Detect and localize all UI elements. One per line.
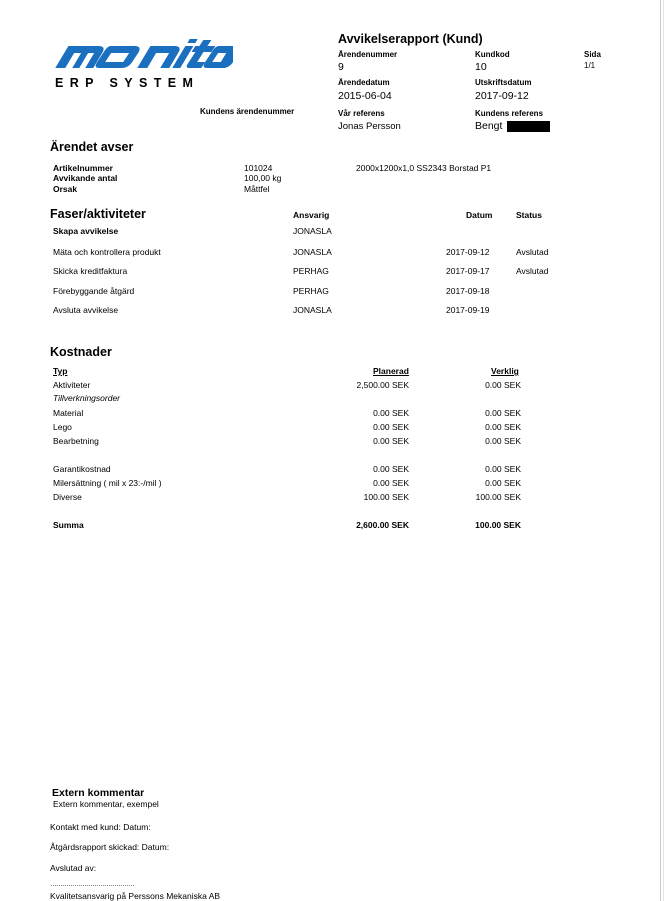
report-title: Avvikelserapport (Kund) <box>338 32 483 46</box>
cost-sum-planned: 2,600.00 SEK <box>356 520 409 530</box>
print-date-value: 2017-09-12 <box>475 90 529 102</box>
article-value: 101024 <box>244 163 273 173</box>
cost-type: Aktiviteter <box>53 380 91 390</box>
phase-responsible: JONASLA <box>293 226 332 236</box>
external-comment-title: Extern kommentar <box>52 787 145 799</box>
phase-date: 2017-09-19 <box>446 305 490 315</box>
cost-type: Material <box>53 408 84 418</box>
phase-responsible: JONASLA <box>293 305 332 315</box>
phase-status: Avslutad <box>516 266 549 276</box>
redaction-bar <box>507 121 550 132</box>
case-number-value: 9 <box>338 61 344 73</box>
customer-reference-label: Kundens referens <box>475 109 544 118</box>
phases-col-responsible: Ansvarig <box>293 210 330 220</box>
phase-responsible: PERHAG <box>293 286 329 296</box>
phase-date: 2017-09-12 <box>446 247 490 257</box>
cost-type: Garantikostnad <box>53 464 111 474</box>
cost-planned: 0.00 SEK <box>373 436 409 446</box>
phase-name: Skicka kreditfaktura <box>53 266 128 276</box>
cost-actual: 0.00 SEK <box>485 436 521 446</box>
cost-type: Milersättning ( mil x 23:-/mil ) <box>53 478 162 488</box>
phase-responsible: JONASLA <box>293 247 332 257</box>
phase-date: 2017-09-18 <box>446 286 490 296</box>
case-date-label: Ärendedatum <box>338 78 390 87</box>
phase-name: Skapa avvikelse <box>53 226 119 236</box>
phases-col-date: Datum <box>466 210 493 220</box>
phase-name: Förebyggande åtgärd <box>53 286 135 296</box>
cost-type: Diverse <box>53 492 82 502</box>
reason-label: Orsak <box>53 184 78 194</box>
cost-type: Lego <box>53 422 72 432</box>
cost-actual: 100.00 SEK <box>475 492 521 502</box>
phases-title: Faser/aktiviteter <box>50 207 146 221</box>
cost-planned: 0.00 SEK <box>373 464 409 474</box>
costs-col-type: Typ <box>53 366 68 376</box>
reason-value: Måttfel <box>244 184 270 194</box>
cost-actual: 0.00 SEK <box>485 422 521 432</box>
phase-name: Mäta och kontrollera produkt <box>53 247 161 257</box>
cost-actual: 0.00 SEK <box>485 464 521 474</box>
phase-status: Avslutad <box>516 247 549 257</box>
external-comment-text: Extern kommentar, exempel <box>53 799 159 809</box>
phases-col-status: Status <box>516 210 542 220</box>
cost-type: Bearbetning <box>53 436 99 446</box>
cost-sum-label: Summa <box>53 520 84 530</box>
cost-planned: 0.00 SEK <box>373 422 409 432</box>
monitor-logo <box>53 38 233 92</box>
cost-planned: 2,500.00 SEK <box>356 380 409 390</box>
article-label: Artikelnummer <box>53 163 113 173</box>
logo-subtitle: ERP SYSTEM <box>55 76 200 90</box>
cost-planned: 100.00 SEK <box>363 492 409 502</box>
case-number-label: Ärendenummer <box>338 50 398 59</box>
article-description: 2000x1200x1,0 SS2343 Borstad P1 <box>356 163 492 173</box>
costs-title: Kostnader <box>50 345 112 359</box>
action-report-line: Åtgärdsrapport skickad: Datum: <box>50 842 170 852</box>
logo-wordmark-icon <box>53 38 233 72</box>
contact-line: Kontakt med kund: Datum: <box>50 822 151 832</box>
page-value: 1/1 <box>584 61 596 70</box>
customer-reference-value: Bengt <box>475 120 503 132</box>
cost-actual: 0.00 SEK <box>485 478 521 488</box>
concerns-title: Ärendet avser <box>50 140 134 154</box>
print-date-label: Utskriftsdatum <box>475 78 532 87</box>
cost-planned: 0.00 SEK <box>373 478 409 488</box>
phase-name: Avsluta avvikelse <box>53 305 119 315</box>
phase-date: 2017-09-17 <box>446 266 490 276</box>
cost-actual: 0.00 SEK <box>485 408 521 418</box>
customer-code-value: 10 <box>475 61 487 73</box>
cost-actual: 0.00 SEK <box>485 380 521 390</box>
customer-code-label: Kundkod <box>475 50 510 59</box>
our-reference-label: Vår referens <box>338 109 385 118</box>
costs-col-planned: Planerad <box>373 366 409 376</box>
page-edge <box>660 0 661 901</box>
closed-by-line: Avslutad av: <box>50 863 97 873</box>
page-label: Sida <box>584 50 601 59</box>
quality-responsible: Kvalitetsansvarig på Perssons Mekaniska AB <box>50 891 221 901</box>
cost-type: Tillverkningsorder <box>53 393 121 403</box>
quantity-label: Avvikande antal <box>53 173 118 183</box>
quantity-value: 100,00 kg <box>244 173 282 183</box>
phase-responsible: PERHAG <box>293 266 329 276</box>
cost-sum-actual: 100.00 SEK <box>475 520 521 530</box>
cost-planned: 0.00 SEK <box>373 408 409 418</box>
signature-dots: …………………………………… <box>50 881 134 888</box>
our-reference-value: Jonas Persson <box>338 121 401 132</box>
costs-col-actual: Verklig <box>491 366 519 376</box>
case-date-value: 2015-06-04 <box>338 90 392 102</box>
customer-case-number-label: Kundens ärendenummer <box>200 107 295 116</box>
page-edge-shadow <box>663 0 664 901</box>
